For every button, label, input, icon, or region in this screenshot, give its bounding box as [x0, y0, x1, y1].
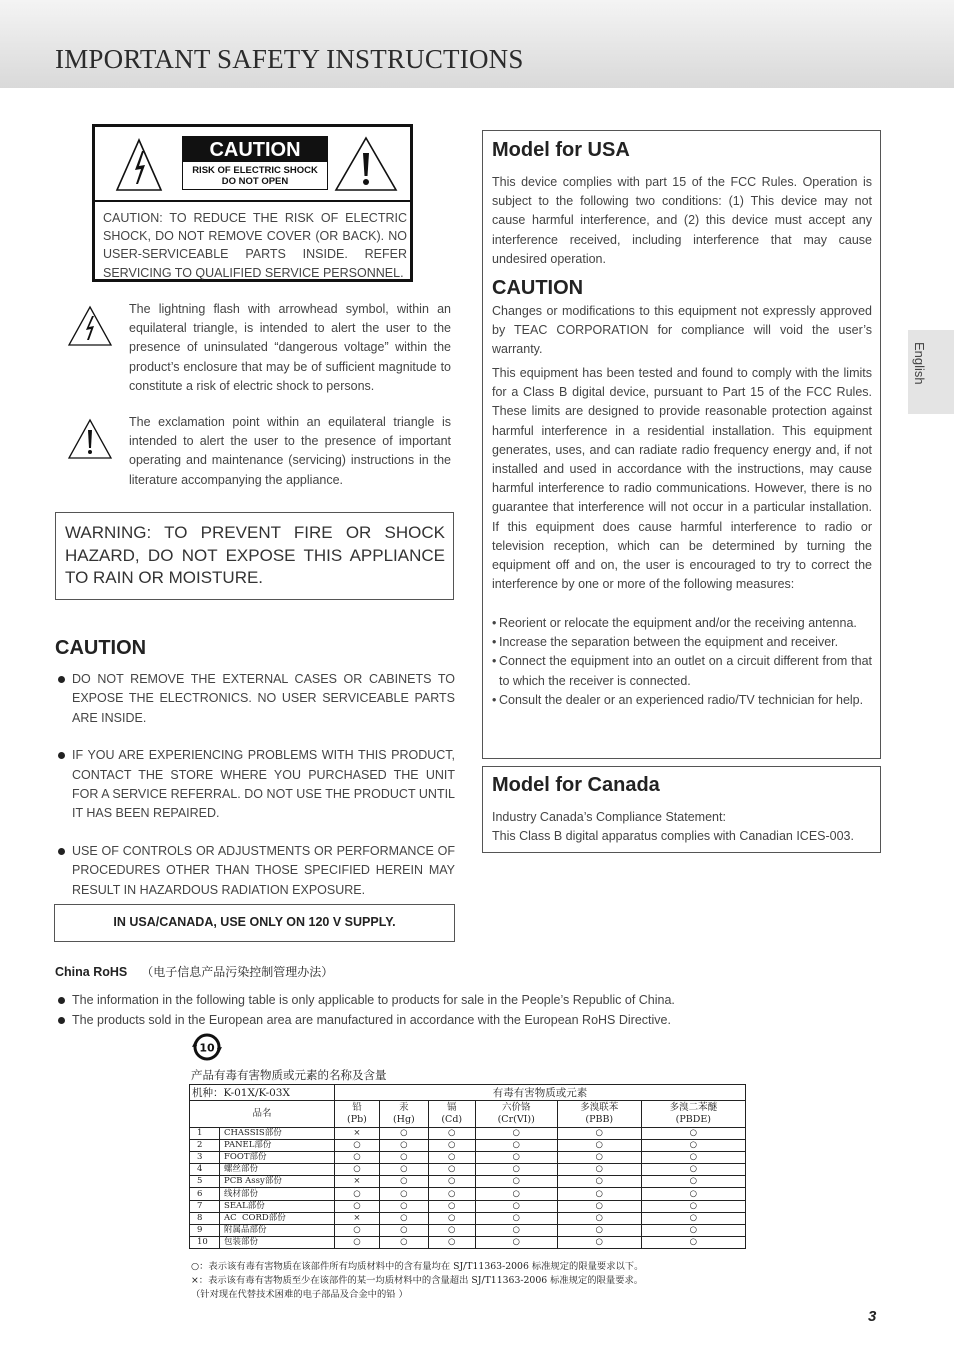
exclamation-symbol-icon [67, 418, 113, 460]
table-row [190, 1212, 746, 1224]
substance-mark: ○ [428, 1176, 475, 1188]
substance-mark: ○ [428, 1128, 475, 1140]
table-row [190, 1152, 746, 1164]
warning-box [55, 512, 454, 600]
substance-mark: ○ [557, 1236, 641, 1248]
substance-mark: ○ [335, 1224, 380, 1236]
part-name: FOOT部份 [220, 1152, 335, 1164]
epup-10-logo-icon [191, 1033, 223, 1061]
measure-item: • Consult the dealer or an experienced radio/TV technician for help. [492, 691, 872, 710]
substance-mark: ○ [428, 1152, 475, 1164]
row-number: 10 [190, 1236, 220, 1248]
table-row [190, 1188, 746, 1200]
substance-name: 铅 [352, 1102, 362, 1113]
row-number: 4 [190, 1164, 220, 1176]
model-usa-box [482, 130, 881, 759]
language-tab [908, 330, 954, 414]
substance-mark: ○ [475, 1140, 557, 1152]
interference-measures-list [492, 614, 872, 710]
substance-mark: ○ [379, 1140, 428, 1152]
table-row [190, 1176, 746, 1188]
substance-symbol: (PBB) [585, 1114, 614, 1125]
substance-header [335, 1101, 380, 1128]
substance-symbol: (Cd) [441, 1114, 463, 1125]
model-usa-paragraph: This device complies with part 15 of the FCC Rules. Operation is subject to the following two conditions: (1) This device may not cause harmful interference, and (2) this device must accept any interference received, including interference that may cause undesired operation. [492, 175, 872, 266]
substance-mark: ○ [379, 1164, 428, 1176]
substance-mark: ○ [475, 1128, 557, 1140]
substance-header [379, 1101, 428, 1128]
china-rohs-title [55, 963, 333, 980]
substance-mark: ○ [641, 1212, 745, 1224]
model-canada-heading: Model for Canada [492, 774, 660, 796]
row-number: 9 [190, 1224, 220, 1236]
substance-mark: ○ [428, 1140, 475, 1152]
china-rohs-item: The products sold in the European area are manufactured in accordance with the European RoHS Directive. [55, 1011, 915, 1031]
china-rohs-title-en: China RoHS [55, 965, 128, 979]
caution-label-text: CAUTION: TO REDUCE THE RISK OF ELECTRIC SHOCK, DO NOT REMOVE COVER (OR BACK). NO USER-SERVICEABLE PARTS INSIDE. REFER SERVICING TO QUALIFIED SERVICE PERSONNEL. [103, 211, 407, 280]
rohs-table-caption: 产品有毒有害物质或元素的名称及含量 [191, 1068, 387, 1082]
substance-symbol: (PBDE) [675, 1114, 711, 1125]
substance-mark: × [335, 1212, 380, 1224]
substance-mark: ○ [428, 1164, 475, 1176]
substance-mark: ○ [379, 1224, 428, 1236]
china-rohs-title-cn: （电子信息产品污染控制管理办法） [141, 965, 334, 979]
caution-label [92, 124, 413, 282]
substance-mark: ○ [641, 1200, 745, 1212]
substance-mark: ○ [557, 1200, 641, 1212]
substances-group-header: 有毒有害物质或元素 [335, 1085, 746, 1101]
exclamation-triangle-icon [333, 135, 399, 193]
substance-mark: ○ [641, 1176, 745, 1188]
canada-compliance-line2: This Class B digital apparatus complies with Canadian ICES-003. [492, 829, 854, 843]
substance-symbol: (Cr(VI)) [497, 1114, 535, 1125]
epup-logo-number: 10 [199, 1041, 215, 1055]
supply-notice: IN USA/CANADA, USE ONLY ON 120 V SUPPLY. [54, 904, 455, 942]
substance-mark: ○ [335, 1164, 380, 1176]
substance-symbol: (Pb) [347, 1114, 367, 1125]
substance-header [557, 1101, 641, 1128]
china-rohs-list [55, 991, 915, 1030]
substance-mark: × [335, 1176, 380, 1188]
model-label: 机种：K-01X/K-03X [190, 1085, 335, 1101]
caution-item: DO NOT REMOVE THE EXTERNAL CASES OR CABINETS TO EXPOSE THE ELECTRONICS. NO USER SERVICEABLE PARTS ARE INSIDE. [55, 670, 455, 728]
table-row [190, 1224, 746, 1236]
substance-mark: ○ [641, 1236, 745, 1248]
substance-mark: ○ [557, 1224, 641, 1236]
substance-mark: ○ [335, 1188, 380, 1200]
substance-mark: ○ [428, 1224, 475, 1236]
row-number: 6 [190, 1188, 220, 1200]
substance-mark: ○ [641, 1128, 745, 1140]
substance-mark: ○ [475, 1164, 557, 1176]
page-title: IMPORTANT SAFETY INSTRUCTIONS [55, 44, 524, 74]
part-name: CHASSIS部份 [220, 1128, 335, 1140]
substance-name: 多溴联苯 [580, 1102, 619, 1113]
lightning-triangle-icon [114, 137, 164, 193]
caution-label-title: CAUTION [183, 137, 327, 162]
substance-mark: ○ [379, 1152, 428, 1164]
substance-mark: ○ [557, 1128, 641, 1140]
rohs-table [189, 1084, 746, 1249]
substance-mark: ○ [475, 1224, 557, 1236]
rohs-note: （针对现在代替技术困难的电子部品及合金中的铅 ） [191, 1289, 408, 1300]
measure-item: • Reorient or relocate the equipment and/or the receiving antenna. [492, 614, 872, 633]
substance-mark: ○ [557, 1164, 641, 1176]
warning-text: WARNING: TO PREVENT FIRE OR SHOCK HAZARD, DO NOT EXPOSE THIS APPLIANCE TO RAIN OR MOISTURE. [65, 523, 445, 587]
language-tab-label: English [912, 342, 927, 385]
substance-mark: ○ [557, 1188, 641, 1200]
exclamation-symbol-text: The exclamation point within an equilateral triangle is intended to alert the user to the presence of important operating and maintenance (servicing) instructions in the literature accompanying the appliance. [129, 415, 451, 487]
substance-name: 六价铬 [501, 1102, 531, 1113]
substance-name: 镉 [446, 1102, 457, 1113]
lightning-symbol-text: The lightning flash with arrowhead symbol, within an equilateral triangle, is intended to alert the user to the presence of uninsulated “dangerous voltage” within the product’s enclosure that may be of sufficient magnitude to constitute a risk of electric shock to persons. [129, 302, 451, 393]
rohs-notes [191, 1260, 643, 1302]
part-name: 线材部份 [220, 1188, 335, 1200]
caution-item: IF YOU ARE EXPERIENCING PROBLEMS WITH THIS PRODUCT, CONTACT THE STORE WHERE YOU PURCHASED THE UNIT FOR A SERVICE REFERRAL. DO NOT USE THE PRODUCT UNTIL IT HAS BEEN REPAIRED. [55, 746, 455, 824]
substance-mark: ○ [379, 1236, 428, 1248]
model-usa-heading: Model for USA [492, 139, 630, 161]
substance-mark: × [335, 1128, 380, 1140]
substance-mark: ○ [641, 1140, 745, 1152]
substance-mark: ○ [428, 1188, 475, 1200]
china-rohs-item: The information in the following table is only applicable to products for sale in the People’s Republic of China. [55, 991, 915, 1011]
substance-mark: ○ [475, 1176, 557, 1188]
substance-mark: ○ [379, 1176, 428, 1188]
substance-mark: ○ [379, 1212, 428, 1224]
row-number: 1 [190, 1128, 220, 1140]
substance-mark: ○ [475, 1188, 557, 1200]
substance-mark: ○ [641, 1224, 745, 1236]
part-name: SEAL部份 [220, 1200, 335, 1212]
table-row [190, 1200, 746, 1212]
part-name-header: 品名 [190, 1101, 335, 1128]
model-usa-fcc-text: This equipment has been tested and found to comply with the limits for a Class B digital device, pursuant to Part 15 of the FCC Rules. These limits are designed to provide reasonable protection against harmful interference in a residential installation. This equipment generates, uses, and can radiate radio frequency energy and, if not installed and used in accordance with the instructions, may cause harmful interference to radio communications. However, there is no guarantee that interference will not occur in a particular installation. If this equipment does cause harmful interference to radio or television reception, which can be determined by turning the equipment off and on, the user is encouraged to try to correct the interference by one or more of the following measures: [492, 366, 872, 592]
row-number: 7 [190, 1200, 220, 1212]
row-number: 8 [190, 1212, 220, 1224]
substance-mark: ○ [335, 1140, 380, 1152]
substance-mark: ○ [379, 1128, 428, 1140]
part-name: 附属品部份 [220, 1224, 335, 1236]
rohs-note: ×：表示该有毒有害物质至少在该部件的某一均质材料中的含量超出 SJ/T11363-2006 标准规定的限量要求。 [191, 1275, 644, 1286]
substance-mark: ○ [557, 1176, 641, 1188]
caution-label-top [95, 127, 410, 202]
model-canada-box [482, 766, 881, 853]
caution-list [55, 670, 455, 918]
substance-header [475, 1101, 557, 1128]
substance-mark: ○ [557, 1140, 641, 1152]
page-header [0, 0, 954, 88]
lightning-symbol-icon [67, 305, 113, 347]
canada-compliance-line1: Industry Canada’s Compliance Statement: [492, 810, 726, 824]
substance-mark: ○ [641, 1188, 745, 1200]
substance-mark: ○ [475, 1212, 557, 1224]
substance-mark: ○ [335, 1236, 380, 1248]
substance-mark: ○ [428, 1212, 475, 1224]
substance-mark: ○ [335, 1200, 380, 1212]
row-number: 5 [190, 1176, 220, 1188]
rohs-note: ○：表示该有毒有害物质在该部件所有均质材料中的含有量均在 SJ/T11363-2006 标准规定的限量要求以下。 [191, 1261, 644, 1272]
substance-mark: ○ [379, 1200, 428, 1212]
substance-mark: ○ [475, 1236, 557, 1248]
substance-mark: ○ [475, 1152, 557, 1164]
row-number: 3 [190, 1152, 220, 1164]
model-usa-caution-heading: CAUTION [492, 277, 584, 299]
substance-mark: ○ [379, 1188, 428, 1200]
table-row [190, 1164, 746, 1176]
substance-mark: ○ [475, 1200, 557, 1212]
part-name: PANEL部份 [220, 1140, 335, 1152]
part-name: 螺丝部份 [220, 1164, 335, 1176]
substance-symbol: (Hg) [392, 1114, 415, 1125]
substance-mark: ○ [428, 1200, 475, 1212]
measure-item: • Increase the separation between the equipment and receiver. [492, 633, 872, 652]
substance-mark: ○ [335, 1152, 380, 1164]
substance-mark: ○ [428, 1236, 475, 1248]
table-row [190, 1128, 746, 1140]
caution-item: USE OF CONTROLS OR ADJUSTMENTS OR PERFORMANCE OF PROCEDURES OTHER THAN THOSE SPECIFIED HEREIN MAY RESULT IN HAZARDOUS RADIATION EXPOSURE. [55, 842, 455, 900]
model-usa-caution-text: Changes or modifications to this equipment not expressly approved by TEAC CORPORATION for compliance will void the user’s warranty. [492, 304, 872, 357]
substance-mark: ○ [641, 1164, 745, 1176]
page-number: 3 [868, 1308, 877, 1325]
table-row [190, 1236, 746, 1248]
part-name: PCB Assy部份 [220, 1176, 335, 1188]
measure-item: • Connect the equipment into an outlet on a circuit different from that to which the receiver is connected. [492, 652, 872, 690]
substance-name: 汞 [399, 1102, 409, 1113]
substance-mark: ○ [557, 1152, 641, 1164]
table-row [190, 1140, 746, 1152]
caution-label-sub1: RISK OF ELECTRIC SHOCK [192, 165, 318, 176]
row-number: 2 [190, 1140, 220, 1152]
part-name: 包装部份 [220, 1236, 335, 1248]
substance-name: 多溴二苯醚 [669, 1102, 718, 1113]
substance-mark: ○ [641, 1152, 745, 1164]
caution-heading: CAUTION [55, 637, 147, 659]
caution-label-heading [182, 136, 328, 190]
substance-header [428, 1101, 475, 1128]
part-name: AC CORD部份 [220, 1212, 335, 1224]
substance-mark: ○ [557, 1212, 641, 1224]
caution-label-sub2: DO NOT OPEN [221, 176, 289, 187]
substance-header [641, 1101, 745, 1128]
